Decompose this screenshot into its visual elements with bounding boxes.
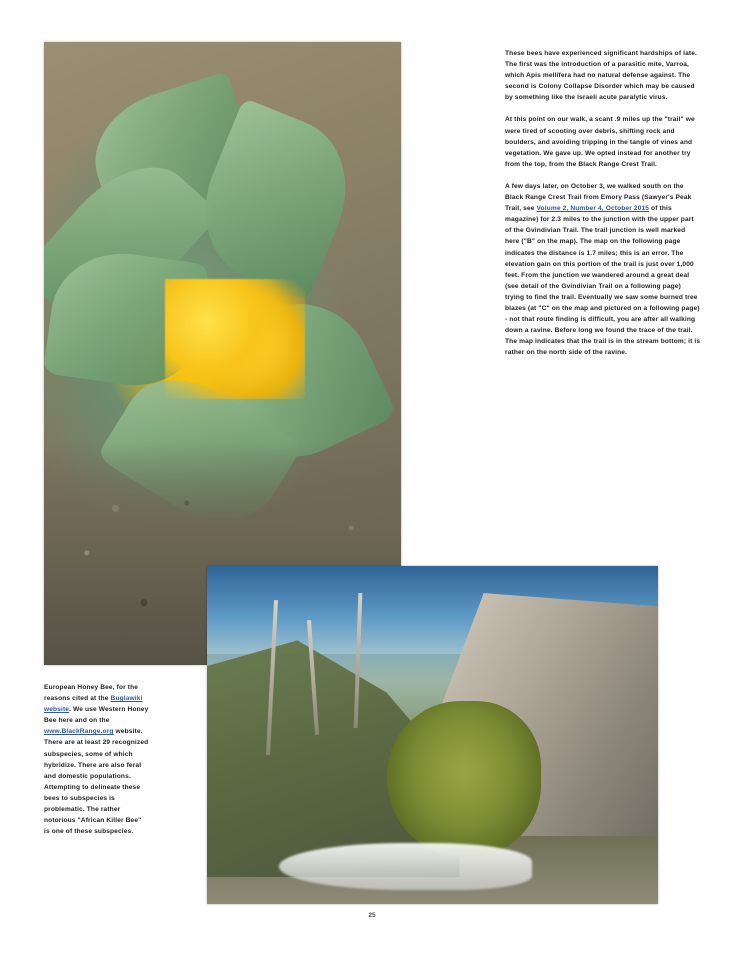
article-link[interactable]: Volume 2, Number 4, October 2015 bbox=[536, 205, 650, 213]
sidebar-link[interactable]: www.BlackRange.org bbox=[44, 728, 114, 736]
sidebar-text-run: European Honey Bee, for the reasons cited at the bbox=[44, 684, 139, 703]
article-paragraph bbox=[505, 181, 701, 359]
sidebar-paragraph bbox=[44, 682, 149, 837]
right-text-column bbox=[505, 48, 701, 369]
shrub-bush bbox=[387, 701, 540, 856]
page-number: 25 bbox=[368, 912, 376, 919]
article-text-run: A few days later, on October 3, we walked south on the Black Range Crest Trail from Emory Pass (Sawyer's Peak Trail, see bbox=[505, 182, 692, 213]
sidebar-text-run: . We use Western Honey Bee here and on the bbox=[44, 706, 149, 725]
sidebar-link[interactable]: Buglawiki website bbox=[44, 695, 143, 714]
article-paragraph bbox=[505, 114, 701, 169]
canyon-rock-shrub-photo bbox=[207, 566, 658, 904]
article-paragraph bbox=[505, 48, 701, 103]
article-text-run: These bees have experienced significant hardships of late. The first was the introduction of a parasitic mite, Varroa, which Apis mellifera had no natural defense against. The second is Colony Collapse Disorder which may be caused by something like the Israeli acute paralytic virus. bbox=[505, 50, 697, 102]
left-lower-text-column bbox=[44, 682, 149, 848]
snow-patch bbox=[279, 843, 532, 890]
article-text-run: of this magazine) for 2.3 miles to the junction with the upper part of the Gvindivian Trail. The trail junction is well marked here ("B" on the map). The map on the following page indicates the distance is 1.7 miles; this is an error. The elevation gain on this portion of the trail is just over 1,000 feet. From the junction we wandered around a great deal (see detail of the Gvindivian Trail on a following page) trying to find the trail. Eventually we saw some burned tree blazes (at "C" on the map and pictured on a following page) - not that route finding is difficult, you are after all walking down a ravine. Before long we found the trace of the trail. The map indicates that the trail is in the stream bottom; it is rather on the north side of the ravine. bbox=[505, 205, 701, 357]
article-text-run: At this point on our walk, a scant .9 miles up the "trail" we were tired of scooting over debris, shifting rock and boulders, and avoiding tripping in the tangle of vines and vegetation. We gave up. We opted instead for another try from the top, from the Black Range Crest Trail. bbox=[505, 116, 695, 168]
sidebar-text-run: website. There are at least 29 recognized subspecies, some of which hybridize. There are also feral and domestic populations. Attempting to delineate these bees to subspecies is problematic. The rather notorious "African Killer Bee" is one of these subspecies. bbox=[44, 728, 149, 836]
